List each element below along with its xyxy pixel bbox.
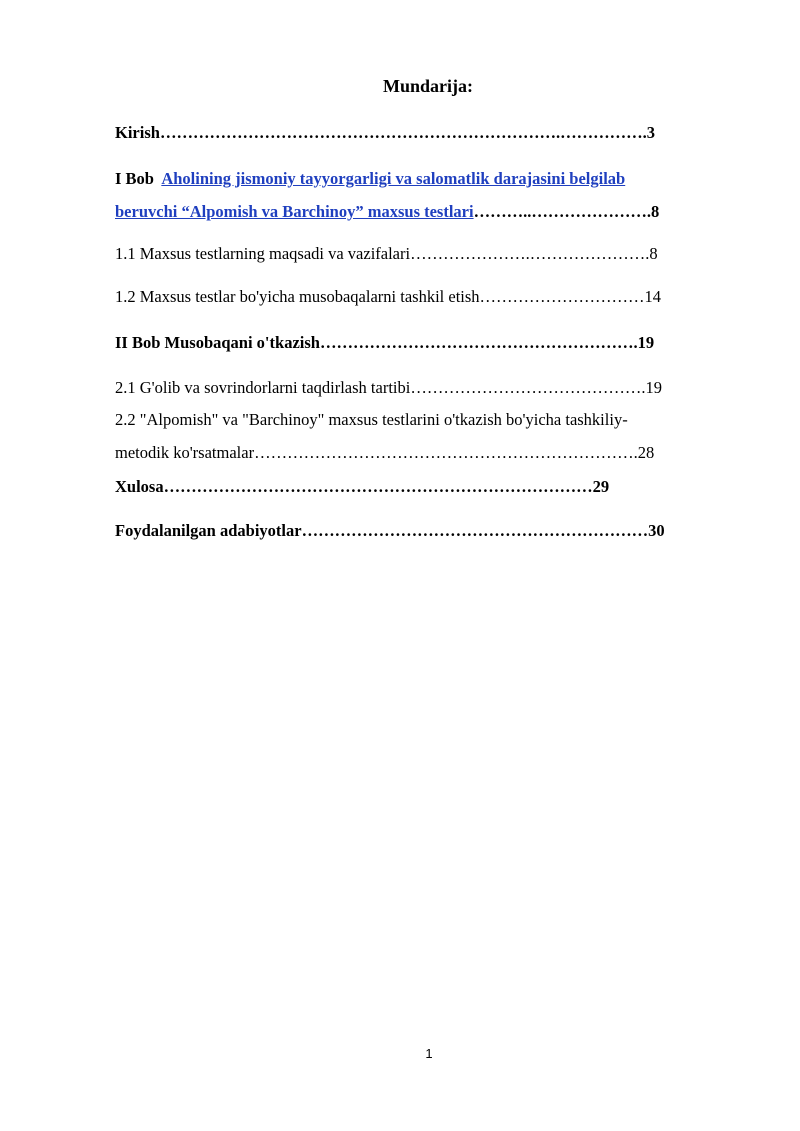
toc-page-number: .3 [642, 123, 655, 142]
toc-entry-label: Xulosa [115, 477, 164, 496]
toc-leader-dots: ……………………………………………………… [301, 521, 649, 540]
toc-leader-dots: ………..………………… [473, 202, 647, 221]
toc-link-bob1-part2[interactable]: beruvchi “Alpomish va Barchinoy” maxsus testlari [115, 202, 474, 221]
toc-page-number: .19 [641, 378, 662, 397]
toc-entry-label: 2.1 G'olib va sovrindorlarni taqdirlash tartibi [115, 378, 411, 397]
toc-page-number: 14 [644, 287, 662, 306]
toc-entry-1-2[interactable] [115, 286, 661, 308]
toc-entry-kirish[interactable] [115, 122, 655, 144]
toc-leader-dots: ……………………………………………………………….…………… [159, 123, 643, 142]
toc-leader-dots: …………………………………… [410, 378, 642, 397]
toc-entry-label: 1.1 Maxsus testlarning maqsadi va vazifalari [115, 244, 411, 263]
page-footer-number: 1 [425, 1046, 433, 1061]
toc-link-bob1-part1[interactable]: Aholining jismoniy tayyorgarligi va salomatlik darajasini belgilab [161, 169, 626, 188]
toc-page-number: 30 [648, 521, 665, 540]
toc-entry-xulosa[interactable] [115, 476, 609, 498]
toc-entry-label: 2.2 "Alpomish" va "Barchinoy" maxsus testlarini o'tkazish bo'yicha tashkiliy- [115, 410, 628, 429]
toc-entry-2-2-line2[interactable] [115, 442, 654, 464]
toc-entry-2-2-line1[interactable] [115, 409, 628, 431]
toc-leader-dots: ………………………… [479, 287, 645, 306]
toc-leader-dots: ………………………………………………… [319, 333, 634, 352]
toc-entry-adabiyotlar[interactable] [115, 520, 665, 542]
toc-page-number: .8 [646, 202, 660, 221]
toc-entry-bob1-line1 [115, 168, 625, 190]
toc-entry-1-1[interactable] [115, 243, 658, 265]
toc-entry-label: Foydalanilgan adabiyotlar [115, 521, 302, 540]
toc-entry-label: II Bob Musobaqani o'tkazish [115, 333, 320, 352]
toc-entry-label: metodik ko'rsatmalar [115, 443, 255, 462]
toc-page-number: .19 [633, 333, 655, 352]
toc-leader-dots: …………………………………………………………………… [163, 477, 593, 496]
toc-entry-prefix: I Bob [115, 169, 154, 188]
toc-leader-dots: ………………….………………… [410, 244, 646, 263]
toc-entry-bob2[interactable] [115, 332, 654, 354]
toc-entry-bob1-line2 [115, 201, 659, 223]
page-title: Mundarija: [383, 76, 473, 96]
toc-entry-2-1[interactable] [115, 377, 662, 399]
toc-entry-label: 1.2 Maxsus testlar bo'yicha musobaqalarni tashkil etish [115, 287, 480, 306]
toc-page-number: 29 [592, 477, 610, 496]
toc-page-number: 28 [637, 443, 655, 462]
toc-entry-label: Kirish [115, 123, 160, 142]
toc-leader-dots: ……………………………………………………………. [254, 443, 638, 462]
toc-page-number: .8 [645, 244, 658, 263]
